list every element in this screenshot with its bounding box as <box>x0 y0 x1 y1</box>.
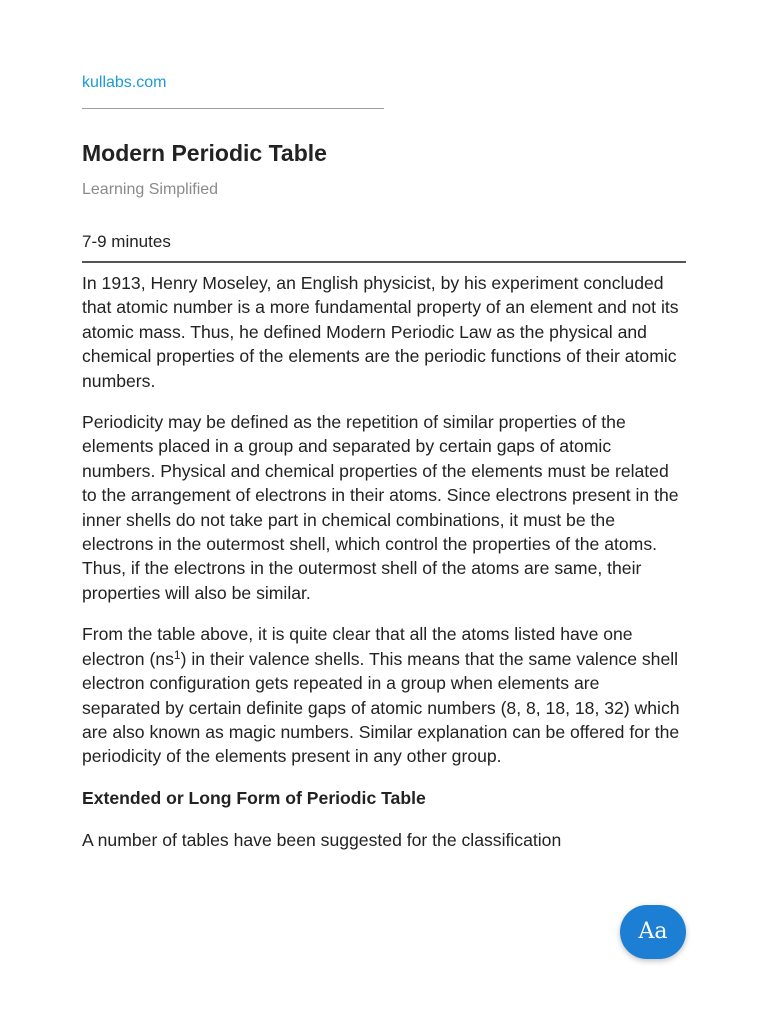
article-paragraph: In 1913, Henry Moseley, an English physicist, by his experiment concluded that atomic number is a more fundamental property of an element and not its atomic mass. Thus, he defined Modern Periodic Law as the physical and chemical properties of the elements are the periodic functions of their atomic numbers. <box>82 273 679 391</box>
article-paragraph: Periodicity may be defined as the repetition of similar properties of the elements placed in a group and separated by certain gaps of atomic numbers. Physical and chemical properties of the elements must be related to the arrangement of electrons in their atoms. Since electrons present in the inner shells do not take part in chemical combinations, it must be the electrons in the outermost shell, which control the properties of the atoms. Thus, if the electrons in the outermost shell of the atoms are same, their properties will also be similar. <box>82 412 679 603</box>
page-title: Modern Periodic Table <box>82 140 327 166</box>
article-paragraph <box>82 622 682 768</box>
article-body <box>82 271 682 869</box>
superscript: 1 <box>173 647 181 662</box>
header-divider <box>82 261 686 263</box>
paragraph-text: From the table above, it is quite clear that all the atoms listed have one electron (ns <box>82 624 633 669</box>
font-settings-button[interactable]: Aa <box>620 905 686 959</box>
page-subtitle: Learning Simplified <box>82 181 219 198</box>
paragraph-text: ) in their valence shells. This means that the same valence shell electron configuration gets repeated in a group when elements are separated by certain definite gaps of atomic numbers (8, 8, 18, 18, 32) which are also known as magic numbers. Similar explanation can be offered for the periodicity of the elements present in any other group. <box>82 648 680 767</box>
site-link[interactable]: kullabs.com <box>82 74 167 91</box>
article-paragraph: A number of tables have been suggested for the classification <box>82 829 562 850</box>
site-divider <box>82 108 384 109</box>
reading-time: 7-9 minutes <box>82 232 171 251</box>
section-heading: Extended or Long Form of Periodic Table <box>82 787 426 808</box>
